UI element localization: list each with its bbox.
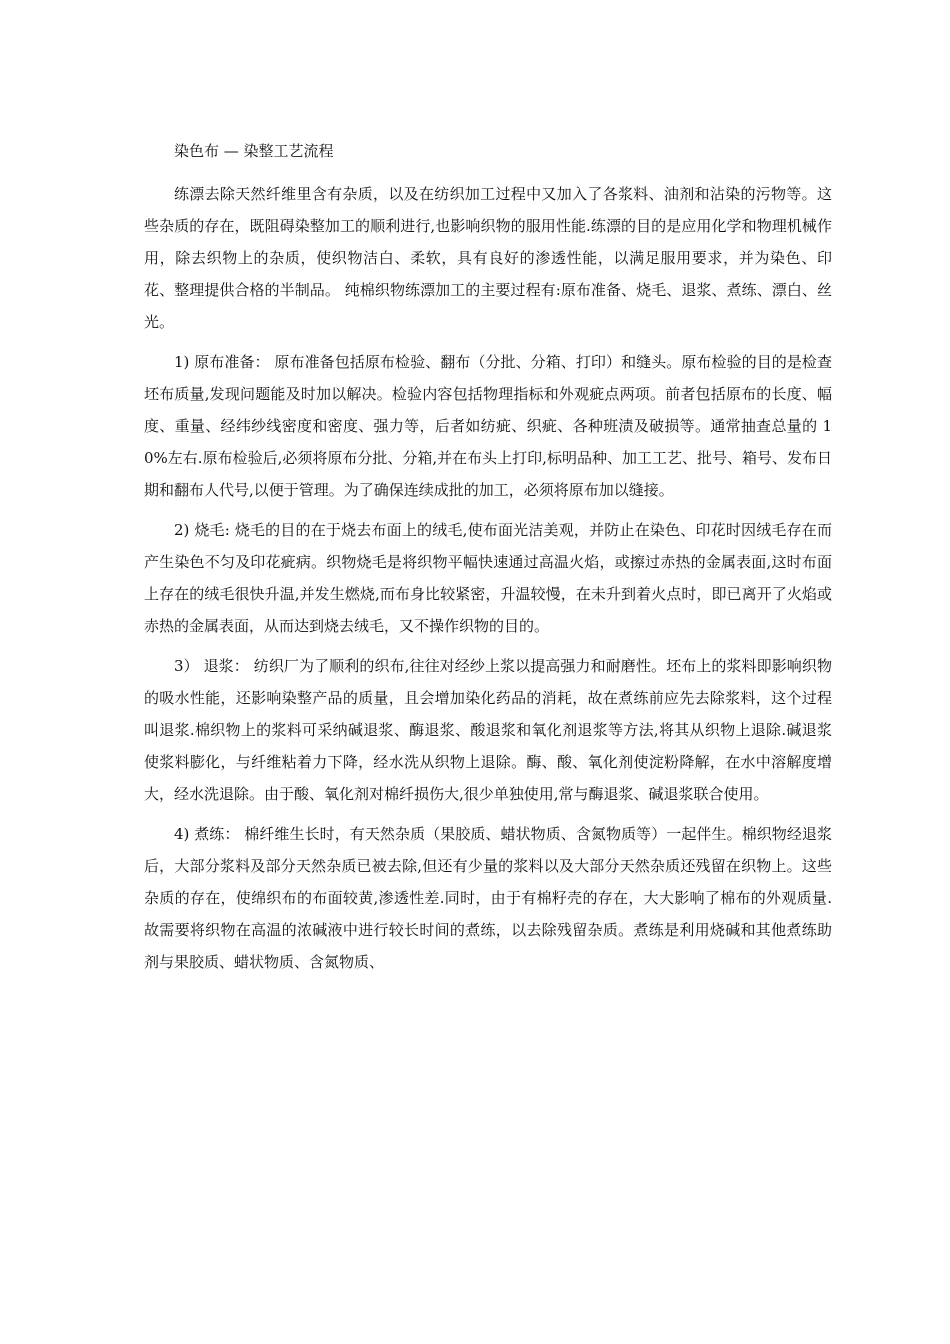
paragraph-desizing: 3） 退浆： 纺织厂为了顺利的织布,往往对经纱上浆以提高强力和耐磨性。坯布上的浆料即影响织物的吸水性能，还影响染整产品的质量，且会增加染化药品的消耗，故在煮练前应先去除浆料，这个过程叫退浆.棉织物上的浆料可采纳碱退浆、酶退浆、酸退浆和氧化剂退浆等方法,将其从织物上退除.碱退浆使浆料膨化，与纤维粘着力下降，经水洗从织物上退除。酶、酸、氧化剂使淀粉降解，在水中溶解度增大，经水洗退除。由于酸、氧化剂对棉纤损伤大,很少单独使用,常与酶退浆、碱退浆联合使用。 <box>144 657 832 803</box>
paragraph-intro: 练漂去除天然纤维里含有杂质，以及在纺织加工过程中又加入了各浆料、油剂和沾染的污物等。这些杂质的存在，既阻碍染整加工的顺利进行,也影响织物的服用性能.练漂的目的是应用化学和物理机械作用，除去织物上的杂质，使织物洁白、柔软，具有良好的渗透性能，以满足服用要求，并为染色、印花、整理提供合格的半制品。 纯棉织物练漂加工的主要过程有:原布准备、烧毛、退浆、煮练、漂白、丝光。 <box>144 185 832 331</box>
paragraph-singeing: 2) 烧毛: 烧毛的目的在于烧去布面上的绒毛,使布面光洁美观，并防止在染色、印花时因绒毛存在而产生染色不匀及印花疵病。织物烧毛是将织物平幅快速通过高温火焰，或擦过赤热的金属表面,这时布面上存在的绒毛很快升温,并发生燃烧,而布身比较紧密，升温较慢，在未升到着火点时，即已离开了火焰或赤热的金属表面，从而达到烧去绒毛，又不操作织物的目的。 <box>144 521 832 635</box>
paragraph-scouring: 4) 煮练： 棉纤维生长时，有天然杂质（果胶质、蜡状物质、含氮物质等）一起伴生。棉织物经退浆后，大部分浆料及部分天然杂质已被去除,但还有少量的浆料以及大部分天然杂质还残留在织物上。这些杂质的存在，使绵织布的布面较黄,渗透性差.同时，由于有棉籽壳的存在，大大影响了棉布的外观质量.故需要将织物在高温的浓碱液中进行较长时间的煮练，以去除残留杂质。煮练是利用烧碱和其他煮练助剂与果胶质、蜡状物质、含氮物质、 <box>144 825 832 971</box>
document-title: 染色布 — 染整工艺流程 <box>174 142 334 160</box>
paragraph-raw-cloth-preparation: 1) 原布准备： 原布准备包括原布检验、翻布（分批、分箱、打印）和缝头。原布检验的目的是检查坯布质量,发现问题能及时加以解决。检验内容包括物理指标和外观疵点两项。前者包括原布的长度、幅度、重量、经纬纱线密度和密度、强力等，后者如纺疵、织疵、各种班渍及破损等。通常抽查总量的 10%左右.原布检验后,必须将原布分批、分箱,并在布头上打印,标明品种、加工工艺、批号、箱号、发布日期和翻布人代号,以便于管理。为了确保连续成批的加工，必须将原布加以缝接。 <box>144 353 832 499</box>
